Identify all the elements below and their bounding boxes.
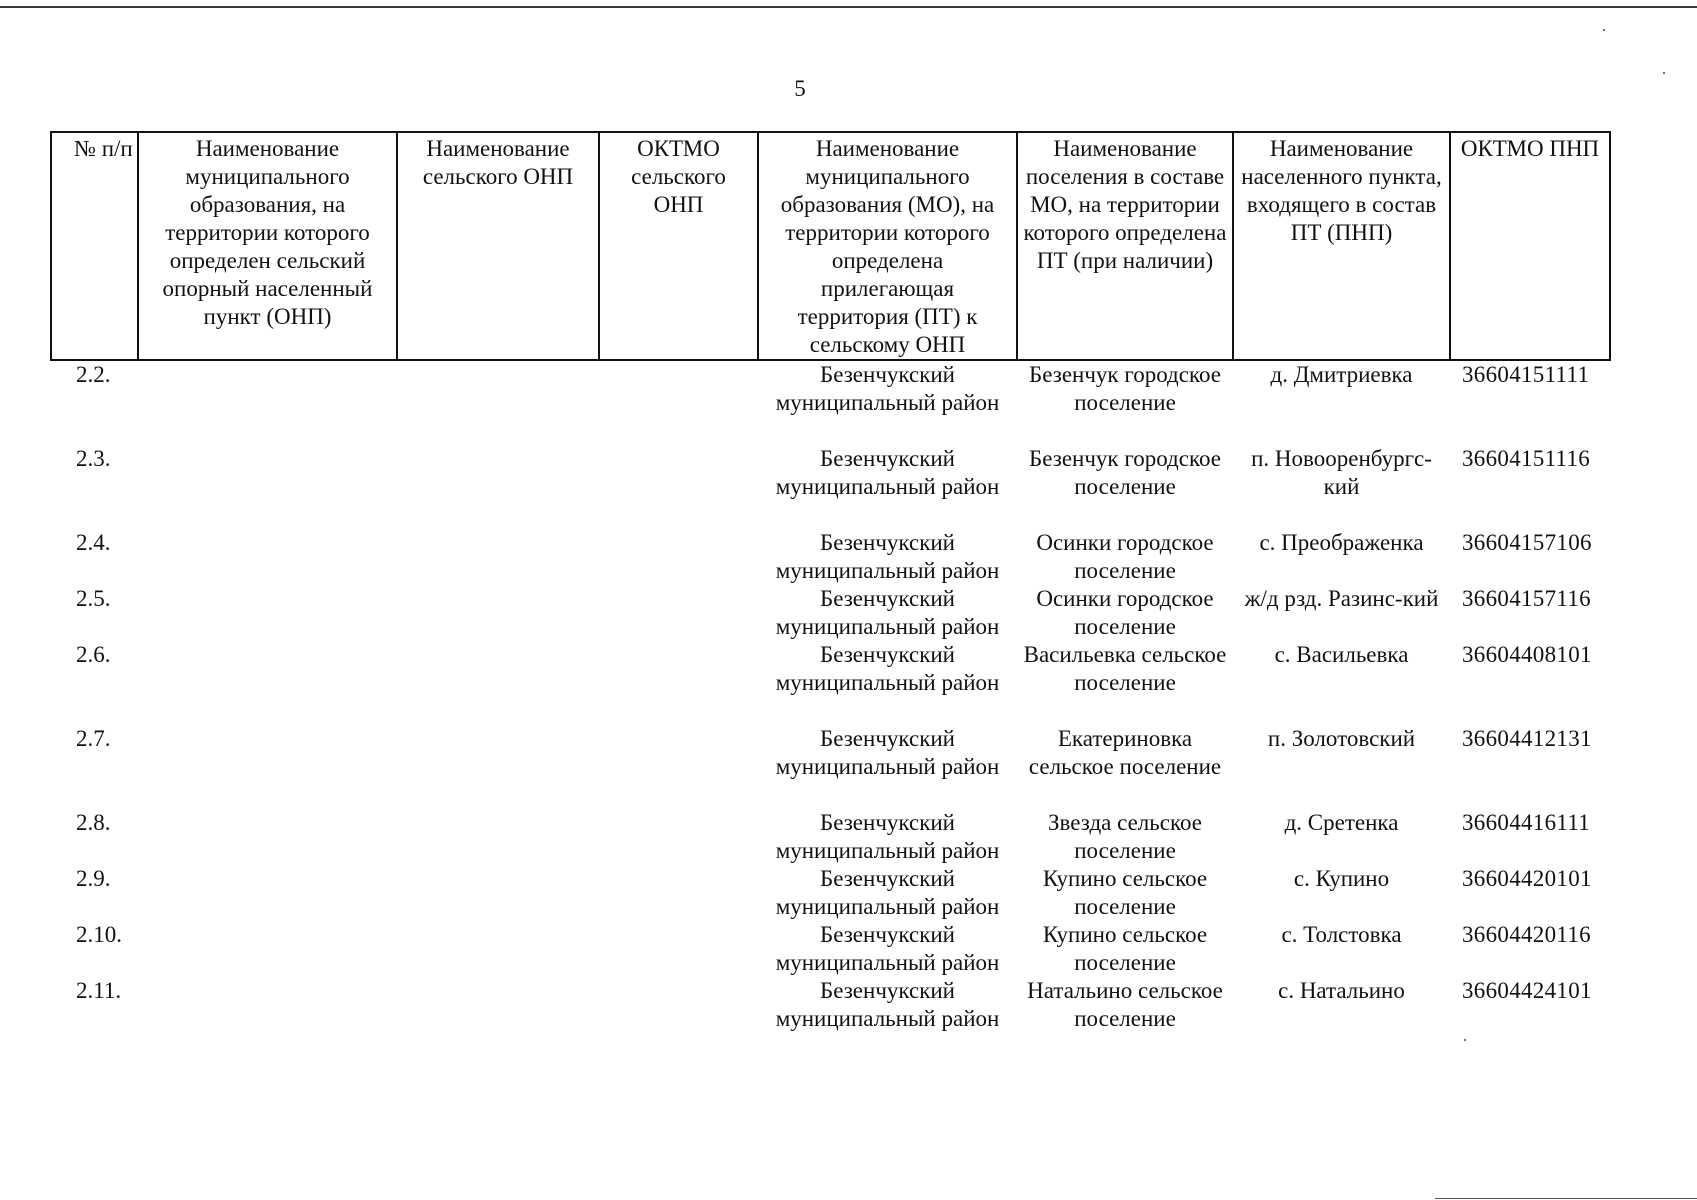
table-header-row <box>51 132 1610 360</box>
header-mo-onp: Наименование муниципального образования, на территории которого определен сельский опорный населенный пункт (ОНП) <box>138 132 397 360</box>
row-number: 2.9. <box>76 866 111 891</box>
cell-locality: с. Купино <box>1293 866 1390 891</box>
cell-onp-name <box>397 921 599 977</box>
cell-oktmo-onp <box>599 529 758 585</box>
cell-oktmo-onp <box>599 865 758 921</box>
table-row <box>51 809 1610 865</box>
cell-mo-onp <box>138 360 397 445</box>
cell-locality: с. Натальино <box>1278 978 1405 1003</box>
table-row <box>51 977 1610 1061</box>
cell-mo-onp <box>138 809 397 865</box>
cell-mo-pt: Безенчукский муниципальный район <box>775 978 1000 1031</box>
table-row <box>51 725 1610 809</box>
cell-mo-pt: Безенчукский муниципальный район <box>775 586 1000 639</box>
cell-mo-pt: Безенчукский муниципальный район <box>775 922 1000 975</box>
header-mo-pt: Наименование муниципального образования (МО), на территории которого определена прилегающая территория (ПТ) к сельскому ОНП <box>758 132 1017 360</box>
cell-onp-name <box>397 445 599 529</box>
cell-locality: п. Новооренбургс-кий <box>1251 446 1432 499</box>
header-locality: Наименование населенного пункта, входящего в состав ПТ (ПНП) <box>1233 132 1450 360</box>
cell-oktmo-onp <box>599 921 758 977</box>
cell-locality: с. Васильевка <box>1274 642 1409 667</box>
cell-locality: с. Преображенка <box>1259 530 1424 555</box>
row-number: 2.3. <box>76 446 111 471</box>
scan-bottom-edge <box>1435 1198 1697 1199</box>
cell-oktmo-pnp: 36604420101 <box>1462 866 1592 891</box>
cell-onp-name <box>397 977 599 1061</box>
cell-oktmo-pnp: 36604157116 <box>1462 586 1591 611</box>
header-oktmo-onp: ОКТМО сельского ОНП <box>599 132 758 360</box>
row-number: 2.4. <box>76 530 111 555</box>
cell-mo-pt: Безенчукский муниципальный район <box>775 446 1000 499</box>
cell-oktmo-pnp: 36604420116 <box>1462 922 1591 947</box>
cell-settlement: Натальино сельское поселение <box>1027 978 1223 1031</box>
cell-oktmo-pnp: 36604151111 <box>1462 362 1590 387</box>
header-oktmo-pnp: ОКТМО ПНП <box>1450 132 1610 360</box>
cell-locality: п. Золотовский <box>1267 726 1416 751</box>
row-number: 2.5. <box>76 586 111 611</box>
cell-mo-onp <box>138 529 397 585</box>
page-number: 5 <box>794 76 806 101</box>
cell-onp-name <box>397 809 599 865</box>
cell-mo-onp <box>138 725 397 809</box>
row-number: 2.7. <box>76 726 111 751</box>
table-row <box>51 865 1610 921</box>
cell-settlement: Купино сельское поселение <box>1042 922 1208 975</box>
cell-oktmo-pnp: 36604408101 <box>1462 642 1592 667</box>
row-number: 2.2. <box>76 362 111 387</box>
cell-mo-onp <box>138 641 397 725</box>
cell-onp-name <box>397 529 599 585</box>
table-row <box>51 921 1610 977</box>
cell-onp-name <box>397 725 599 809</box>
cell-settlement: Осинки городское поселение <box>1036 530 1214 583</box>
cell-oktmo-onp <box>599 809 758 865</box>
table-row <box>51 585 1610 641</box>
cell-locality: ж/д рзд. Разинс-кий <box>1244 586 1439 611</box>
cell-settlement: Купино сельское поселение <box>1042 866 1208 919</box>
row-number: 2.6. <box>76 642 111 667</box>
settlements-table <box>50 131 1611 1061</box>
cell-mo-pt: Безенчукский муниципальный район <box>775 810 1000 863</box>
cell-mo-pt: Безенчукский муниципальный район <box>775 866 1000 919</box>
cell-mo-onp <box>138 445 397 529</box>
cell-oktmo-pnp: 36604151116 <box>1462 446 1591 471</box>
table-row <box>51 529 1610 585</box>
cell-onp-name <box>397 585 599 641</box>
cell-onp-name <box>397 865 599 921</box>
cell-mo-pt: Безенчукский муниципальный район <box>775 362 1000 415</box>
table-row <box>51 641 1610 725</box>
cell-locality: д. Дмитриевка <box>1270 362 1413 387</box>
cell-oktmo-onp <box>599 585 758 641</box>
cell-oktmo-onp <box>599 360 758 445</box>
header-number: № п/п <box>51 132 138 360</box>
scan-speck <box>1603 29 1605 31</box>
cell-mo-pt: Безенчукский муниципальный район <box>775 726 1000 779</box>
cell-oktmo-pnp: 36604424101 <box>1462 978 1592 1003</box>
header-settlement: Наименование поселения в составе МО, на территории которого определена ПТ (при наличии) <box>1017 132 1233 360</box>
cell-settlement: Екатериновка сельское поселение <box>1028 726 1222 779</box>
cell-oktmo-onp <box>599 725 758 809</box>
cell-mo-onp <box>138 865 397 921</box>
cell-oktmo-onp <box>599 977 758 1061</box>
cell-onp-name <box>397 641 599 725</box>
cell-locality: с. Толстовка <box>1281 922 1402 947</box>
cell-settlement: Безенчук городское поселение <box>1029 362 1221 415</box>
cell-settlement: Васильевка сельское поселение <box>1023 642 1227 695</box>
row-number: 2.11. <box>76 978 122 1003</box>
row-number: 2.10. <box>76 922 122 947</box>
cell-oktmo-pnp: 36604157106 <box>1462 530 1592 555</box>
cell-oktmo-onp <box>599 445 758 529</box>
cell-settlement: Осинки городское поселение <box>1036 586 1214 639</box>
cell-settlement: Звезда сельское поселение <box>1048 810 1202 863</box>
cell-oktmo-pnp: 36604412131 <box>1462 726 1592 751</box>
cell-settlement: Безенчук городское поселение <box>1029 446 1221 499</box>
row-number: 2.8. <box>76 810 111 835</box>
cell-mo-onp <box>138 977 397 1061</box>
cell-oktmo-onp <box>599 641 758 725</box>
table-row <box>51 445 1610 529</box>
cell-mo-pt: Безенчукский муниципальный район <box>775 530 1000 583</box>
table-row <box>51 360 1610 445</box>
scan-top-edge <box>0 6 1697 8</box>
cell-locality: д. Сретенка <box>1284 810 1399 835</box>
cell-onp-name <box>397 360 599 445</box>
scan-speck <box>1663 72 1665 74</box>
header-onp-name: Наименование сельского ОНП <box>397 132 599 360</box>
cell-mo-pt: Безенчукский муниципальный район <box>775 642 1000 695</box>
cell-oktmo-pnp: 36604416111 <box>1462 810 1591 835</box>
cell-mo-onp <box>138 921 397 977</box>
cell-mo-onp <box>138 585 397 641</box>
